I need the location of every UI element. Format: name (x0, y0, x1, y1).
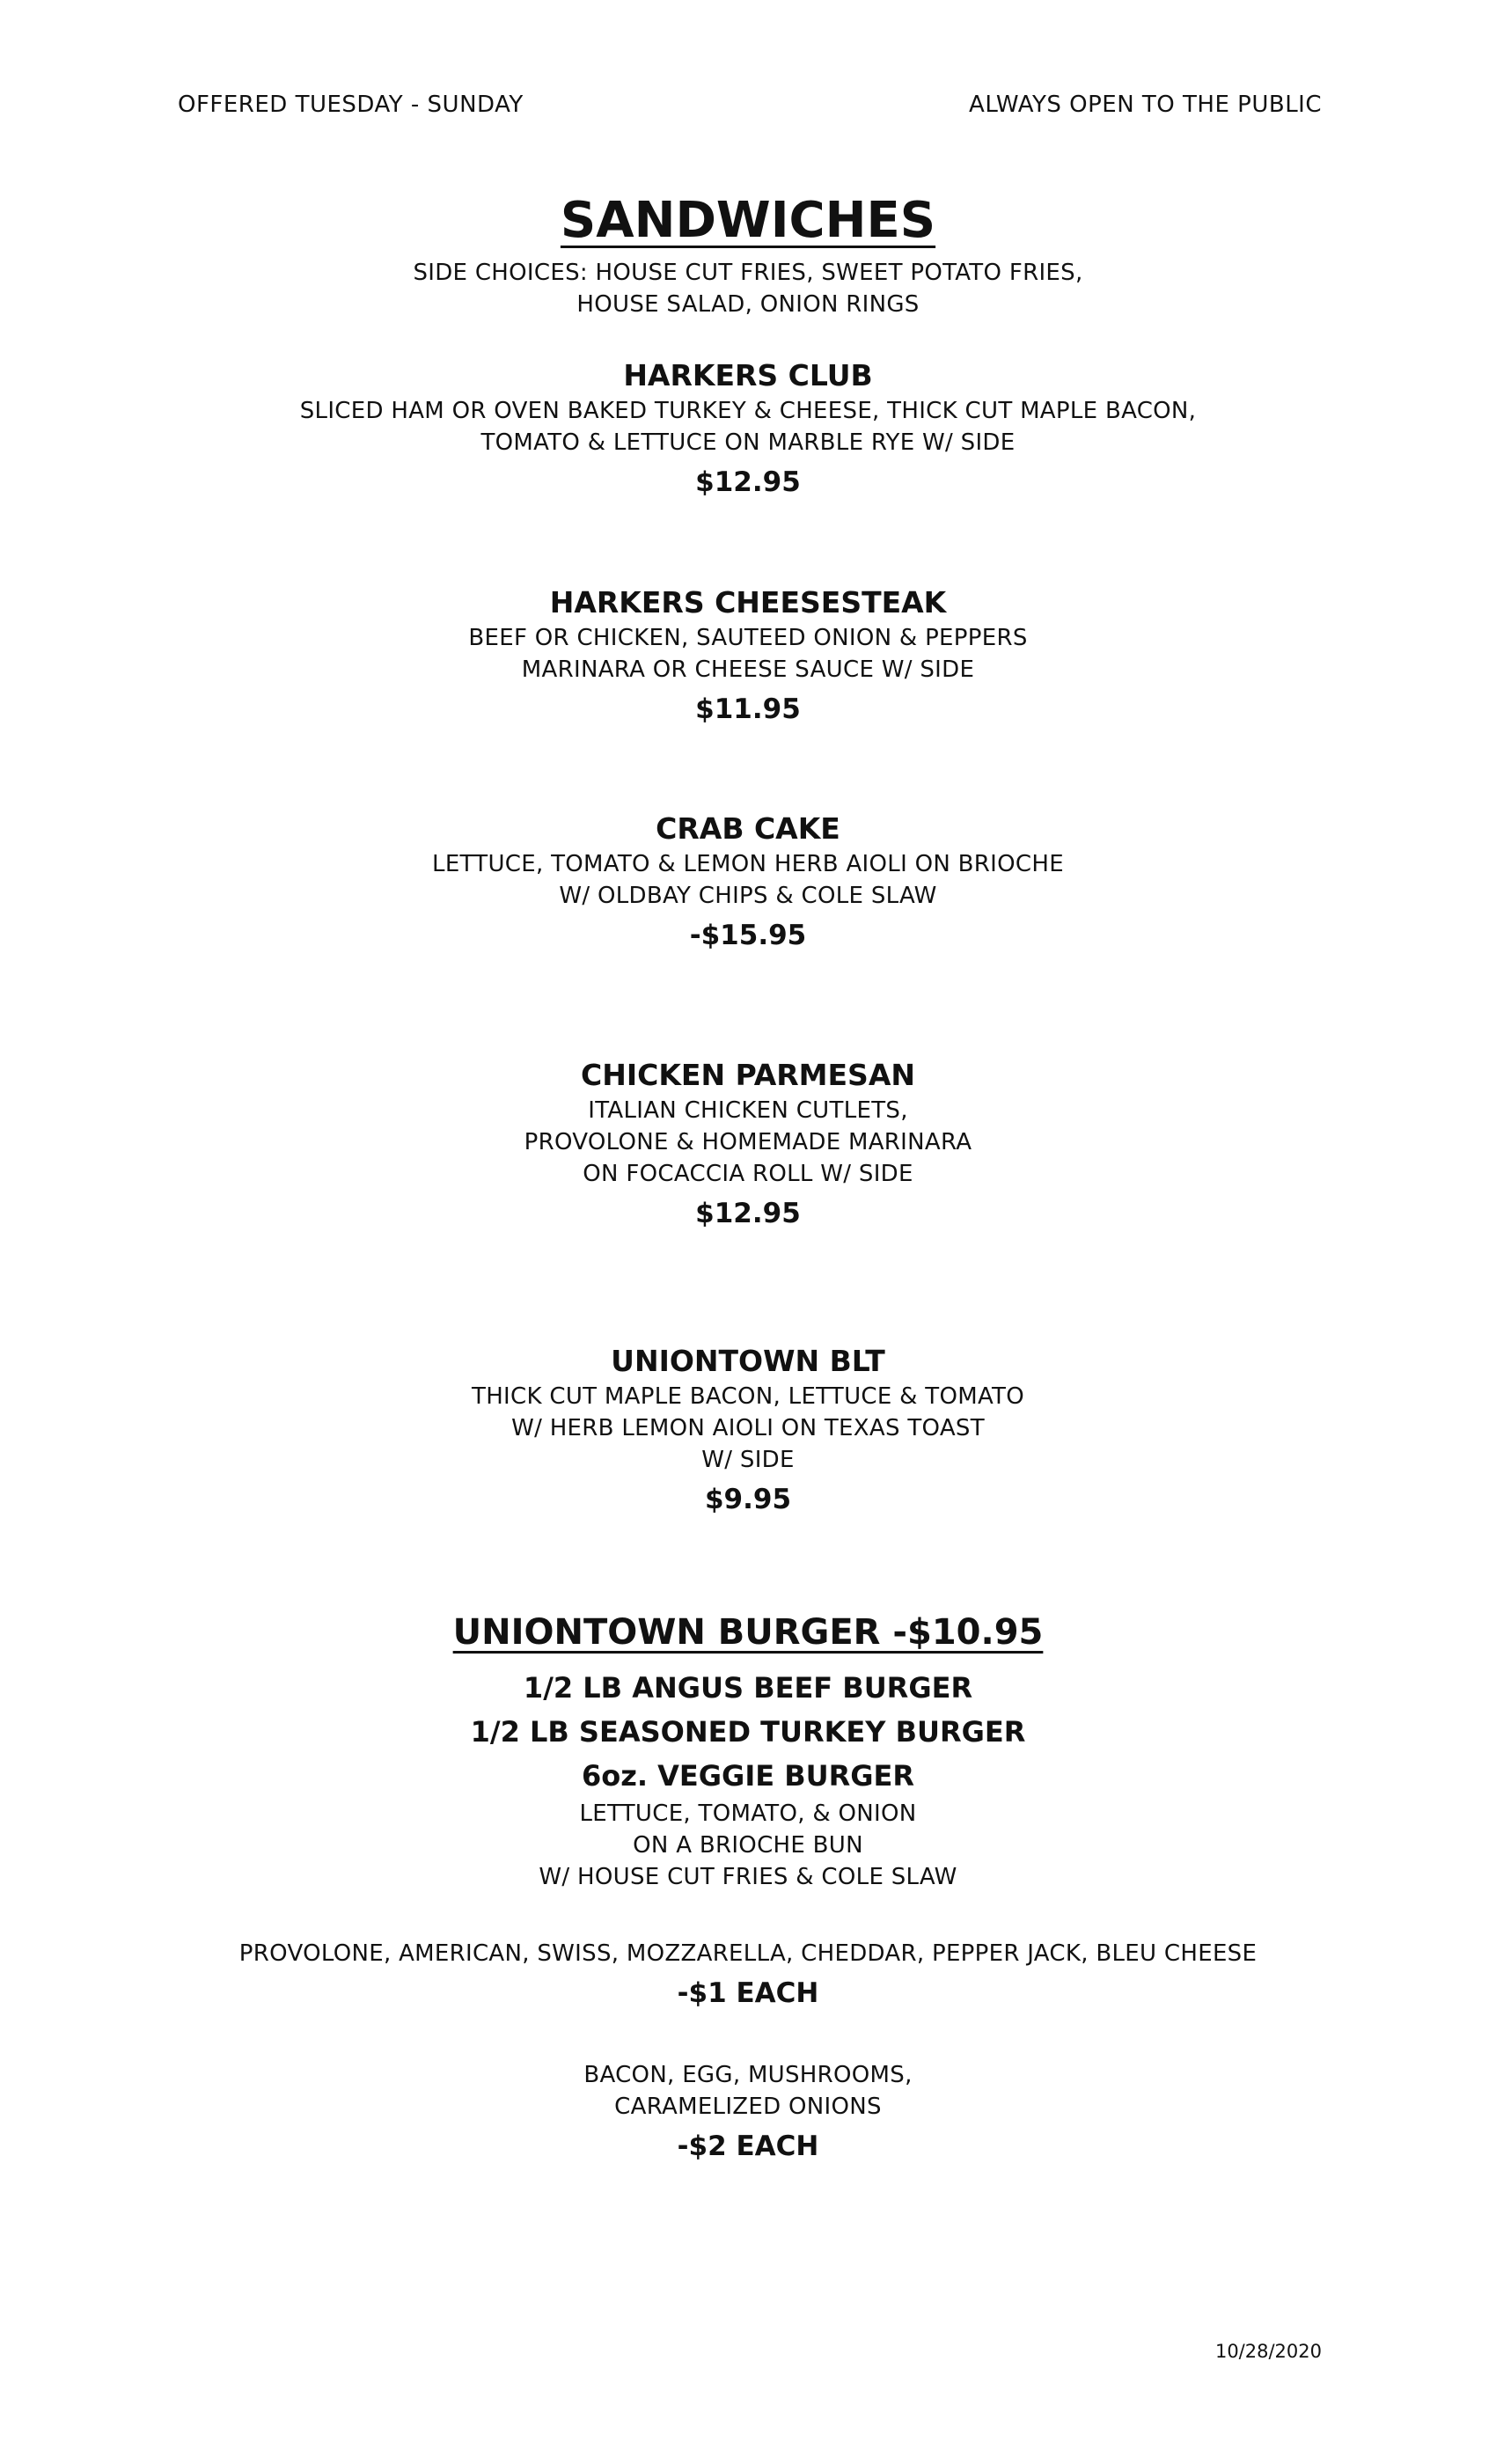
item-desc: BEEF OR CHICKEN, SAUTEED ONION & PEPPERS (468, 625, 1028, 651)
side-choices-line: HOUSE SALAD, ONION RINGS (576, 291, 920, 318)
menu-item (0, 356, 1496, 501)
item-desc: MARINARA OR CHEESE SAUCE W/ SIDE (521, 656, 975, 683)
burger-desc: ON A BRIOCHE BUN (633, 1832, 863, 1859)
item-desc: W/ HERB LEMON AIOLI ON TEXAS TOAST (511, 1415, 985, 1441)
item-price: $9.95 (704, 1484, 792, 1515)
addon-cheese (0, 1938, 1496, 2012)
menu-item (0, 810, 1496, 954)
addon-desc: PROVOLONE, AMERICAN, SWISS, MOZZARELLA, CHEDDAR, PEPPER JACK, BLEU CHEESE (238, 1940, 1258, 1967)
item-desc: PROVOLONE & HOMEMADE MARINARA (524, 1129, 972, 1155)
item-desc: W/ OLDBAY CHIPS & COLE SLAW (559, 883, 937, 909)
header-public: ALWAYS OPEN TO THE PUBLIC (969, 92, 1322, 118)
burger-desc: W/ HOUSE CUT FRIES & COLE SLAW (539, 1864, 957, 1890)
item-name: UNIONTOWN BLT (611, 1344, 885, 1378)
burger-title: UNIONTOWN BURGER -$10.95 (452, 1612, 1044, 1653)
item-name: CRAB CAKE (656, 811, 840, 846)
item-name: HARKERS CLUB (623, 358, 873, 392)
menu-item (0, 1342, 1496, 1518)
burger-option: 6oz. VEGGIE BURGER (581, 1759, 914, 1793)
item-desc: ITALIAN CHICKEN CUTLETS, (588, 1097, 908, 1124)
item-name: CHICKEN PARMESAN (581, 1058, 915, 1092)
addon-price: -$2 EACH (677, 2130, 819, 2162)
item-price: $11.95 (695, 693, 801, 725)
item-desc: TOMATO & LETTUCE ON MARBLE RYE W/ SIDE (480, 429, 1016, 456)
item-desc: THICK CUT MAPLE BACON, LETTUCE & TOMATO (472, 1383, 1024, 1410)
addon-desc: CARAMELIZED ONIONS (614, 2094, 882, 2120)
menu-item (0, 1056, 1496, 1232)
burger-option: 1/2 LB ANGUS BEEF BURGER (523, 1671, 973, 1705)
item-desc: LETTUCE, TOMATO & LEMON HERB AIOLI ON BRIOCHE (432, 851, 1064, 877)
menu-item (0, 583, 1496, 728)
addon-price: -$1 EACH (677, 1977, 819, 2009)
side-choices-line: SIDE CHOICES: HOUSE CUT FRIES, SWEET POTATO FRIES, (413, 260, 1083, 286)
item-desc: W/ SIDE (701, 1447, 795, 1473)
page-title: SANDWICHES (560, 192, 936, 249)
item-price: -$15.95 (689, 920, 807, 951)
side-choices (0, 257, 1496, 320)
burger-option: 1/2 LB SEASONED TURKEY BURGER (470, 1715, 1026, 1749)
item-price: $12.95 (695, 466, 801, 498)
addon-desc: BACON, EGG, MUSHROOMS, (583, 2062, 913, 2088)
addon-extras (0, 2059, 1496, 2165)
item-desc: ON FOCACCIA ROLL W/ SIDE (583, 1161, 913, 1187)
burger-options (0, 1666, 1496, 1893)
item-desc: SLICED HAM OR OVEN BAKED TURKEY & CHEESE, THICK CUT MAPLE BACON, (299, 398, 1197, 424)
header-days: OFFERED TUESDAY - SUNDAY (178, 92, 524, 118)
burger-desc: LETTUCE, TOMATO, & ONION (579, 1800, 917, 1827)
item-name: HARKERS CHEESESTEAK (549, 585, 947, 620)
menu-date: 10/28/2020 (1214, 2341, 1322, 2362)
item-price: $12.95 (695, 1198, 801, 1229)
